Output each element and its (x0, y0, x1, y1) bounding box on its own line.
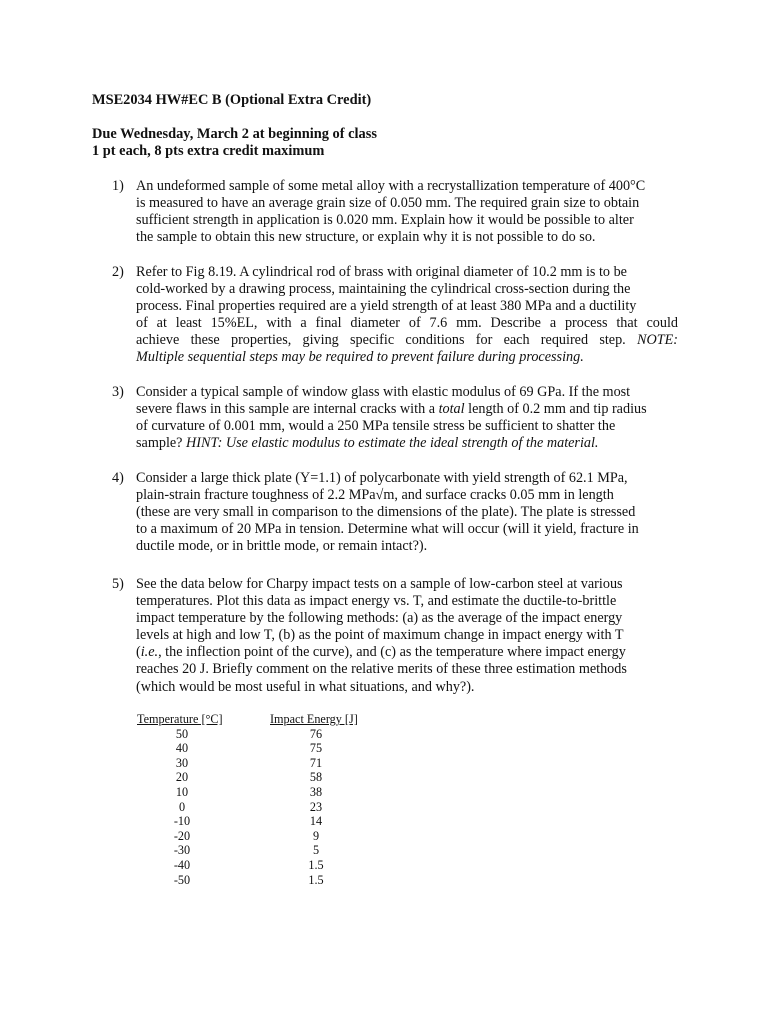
text-run: severe flaws in this sample are internal cracks with a (136, 401, 439, 418)
question-line-text: achieve these properties, giving specific conditions for each required step. (136, 332, 626, 349)
question-3 (112, 384, 678, 452)
question-line: Consider a large thick plate (Y=1.1) of polycarbonate with yield strength of 62.1 MPa, (136, 470, 628, 486)
question-number: 2) (112, 264, 124, 280)
due-date: Due Wednesday, March 2 at beginning of class (92, 126, 377, 142)
question-text (136, 576, 678, 696)
question-text (136, 264, 678, 367)
question-line: temperatures. Plot this data as impact energy vs. T, and estimate the ductile-to-brittle (136, 593, 617, 610)
temperature-cell: -50 (173, 872, 191, 887)
question-line: An undeformed sample of some metal alloy with a recrystallization temperature of 400°C (136, 178, 646, 194)
note-label: NOTE: (637, 332, 678, 349)
question-line: cold-worked by a drawing process, maintaining the cylindrical cross-section during the (136, 281, 631, 298)
energy-cell: 1.5 (308, 872, 324, 887)
energy-cell: 5 (312, 843, 320, 858)
temperature-cell: 0 (178, 799, 186, 814)
due-info (92, 126, 377, 160)
question-text (136, 178, 678, 246)
question-line: is measured to have an average grain size of 0.050 mm. The required grain size to obtain (136, 195, 640, 212)
temperature-cell: -40 (173, 857, 191, 872)
question-text (136, 470, 678, 555)
energy-cell: 76 (309, 726, 323, 741)
energy-cell: 1.5 (308, 857, 324, 872)
question-line (136, 435, 678, 452)
document-title: MSE2034 HW#EC B (Optional Extra Credit) (92, 92, 372, 108)
question-5 (112, 576, 678, 696)
temperature-column (137, 712, 227, 887)
question-line: (these are very small in comparison to the dimensions of the plate). The plate is stressed (136, 504, 636, 521)
temperature-cell: 40 (175, 741, 189, 756)
question-line: reaches 20 J. Briefly comment on the relative merits of these three estimation methods (136, 661, 627, 678)
question-4 (112, 470, 678, 555)
question-2 (112, 264, 678, 367)
question-line (136, 644, 678, 661)
temperature-cell: 10 (175, 784, 189, 799)
emphasis-total: total (438, 401, 465, 418)
question-line: plain-strain fracture toughness of 2.2 MPa√m, and surface cracks 0.05 mm in length (136, 487, 614, 504)
question-line: (which would be most useful in what situations, and why?). (136, 678, 475, 695)
text-run: length of 0.2 mm and tip radius (464, 401, 647, 418)
question-line: of at least 15%EL, with a final diameter of 7.6 mm. Describe a process that could (136, 315, 678, 332)
temperature-cell: 30 (175, 755, 189, 770)
question-line: process. Final properties required are a yield strength of at least 380 MPa and a ductility (136, 298, 637, 315)
question-line: of curvature of 0.001 mm, would a 250 MPa tensile stress be sufficient to shatter the (136, 418, 616, 435)
points-info: 1 pt each, 8 pts extra credit maximum (92, 143, 325, 159)
question-line: levels at high and low T, (b) as the point of maximum change in impact energy with T (136, 627, 624, 644)
question-line: See the data below for Charpy impact tests on a sample of low-carbon steel at various (136, 576, 623, 592)
temperature-cells (137, 727, 227, 888)
question-line: ductile mode, or in brittle mode, or remain intact?). (136, 538, 428, 555)
question-number: 3) (112, 384, 124, 400)
energy-cell: 71 (309, 755, 323, 770)
emphasis-ie: i.e. (140, 644, 159, 661)
question-line: Consider a typical sample of window glass with elastic modulus of 69 GPa. If the most (136, 384, 631, 400)
energy-cell: 58 (309, 770, 323, 785)
temperature-cell: 20 (175, 770, 189, 785)
temperature-cell: -30 (173, 843, 191, 858)
question-1 (112, 178, 678, 246)
question-line (136, 332, 678, 349)
question-line: to a maximum of 20 MPa in tension. Determine what will occur (will it yield, fracture in (136, 521, 639, 538)
column-header-energy: Impact Energy [J] (270, 712, 358, 726)
question-line: Refer to Fig 8.19. A cylindrical rod of brass with original diameter of 10.2 mm is to be (136, 264, 627, 280)
energy-cell: 75 (309, 741, 323, 756)
question-line: the sample to obtain this new structure, or explain why it is not possible to do so. (136, 229, 596, 246)
question-number: 5) (112, 576, 124, 592)
energy-cell: 9 (312, 828, 320, 843)
temperature-cell: -20 (173, 828, 191, 843)
note-text: Multiple sequential steps may be required to prevent failure during processing. (136, 349, 584, 366)
text-run: , the inflection point of the curve), and (c) as the temperature where impact energy (158, 644, 626, 661)
column-header-temperature: Temperature [°C] (137, 712, 223, 726)
text-run: ( (136, 644, 141, 661)
question-line: sufficient strength in application is 0.020 mm. Explain how it would be possible to alter (136, 212, 634, 229)
temperature-cell: 50 (175, 726, 189, 741)
question-line: impact temperature by the following methods: (a) as the average of the impact energy (136, 610, 623, 627)
energy-cell: 14 (309, 814, 323, 829)
energy-cell: 23 (309, 799, 323, 814)
text-run: sample? (136, 435, 187, 452)
question-text (136, 384, 678, 452)
energy-column (270, 712, 362, 887)
energy-cells (270, 727, 362, 888)
temperature-cell: -10 (173, 814, 191, 829)
energy-cell: 38 (309, 784, 323, 799)
question-line (136, 401, 678, 418)
hint-text: HINT: Use elastic modulus to estimate the ideal strength of the material. (186, 435, 599, 452)
question-number: 4) (112, 470, 124, 486)
question-number: 1) (112, 178, 124, 194)
